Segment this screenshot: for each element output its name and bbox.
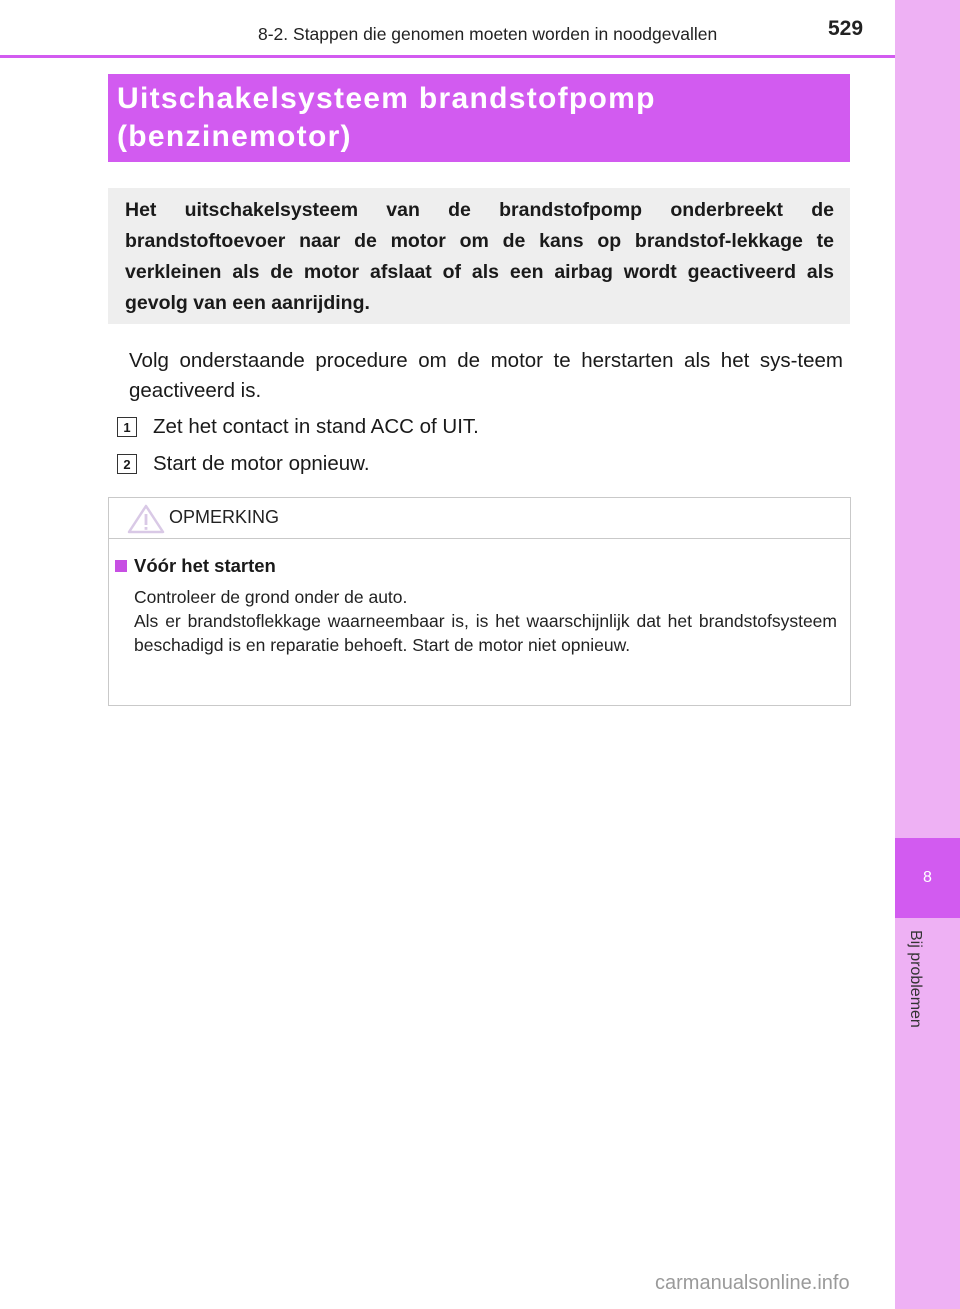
- section-heading: 8-2. Stappen die genomen moeten worden in noodgevallen: [258, 24, 718, 44]
- intro-text: Het uitschakelsysteem van de brandstofpomp onderbreekt de brandstoftoevoer naar de motor om de kans op brandstof-lekkage te verkleinen als de motor afslaat of als een airbag wordt geactiveerd als gevolg van een aanrijding.: [125, 199, 834, 314]
- note-subheading: [115, 555, 276, 577]
- warning-triangle-icon: [127, 504, 165, 539]
- note-line-2: Als er brandstoflekkage waarneembaar is, is het waarschijnlijk dat het brandstofsysteem beschadigd is en reparatie behoeft. Start de motor niet opnieuw.: [134, 611, 837, 655]
- note-box: [108, 497, 851, 706]
- step-1: [117, 415, 479, 439]
- chapter-label: Bij problemen: [907, 930, 924, 1028]
- header-divider: [0, 55, 895, 58]
- note-subheading-text: Vóór het starten: [134, 555, 276, 576]
- watermark: carmanualsonline.info: [655, 1272, 850, 1294]
- square-bullet-icon: [115, 560, 127, 572]
- body-paragraph: Volg onderstaande procedure om de motor te herstarten als het sys-teem geactiveerd is.: [129, 349, 843, 402]
- step-number-badge: 1: [117, 417, 137, 437]
- step-text: Start de motor opnieuw.: [153, 452, 370, 475]
- intro-box: [108, 188, 850, 324]
- note-title: OPMERKING: [169, 507, 280, 527]
- step-2: [117, 452, 370, 476]
- page-number: 529: [828, 17, 864, 40]
- chapter-number-tab[interactable]: 8: [895, 838, 960, 918]
- note-body: [134, 585, 837, 657]
- note-line-1: Controleer de grond onder de auto.: [134, 587, 408, 607]
- step-text: Zet het contact in stand ACC of UIT.: [153, 415, 479, 438]
- page-title: Uitschakelsysteem brandstofpomp (benzinemotor): [117, 82, 656, 153]
- note-header: [109, 498, 850, 539]
- step-number-badge: 2: [117, 454, 137, 474]
- side-tab: [895, 0, 960, 1309]
